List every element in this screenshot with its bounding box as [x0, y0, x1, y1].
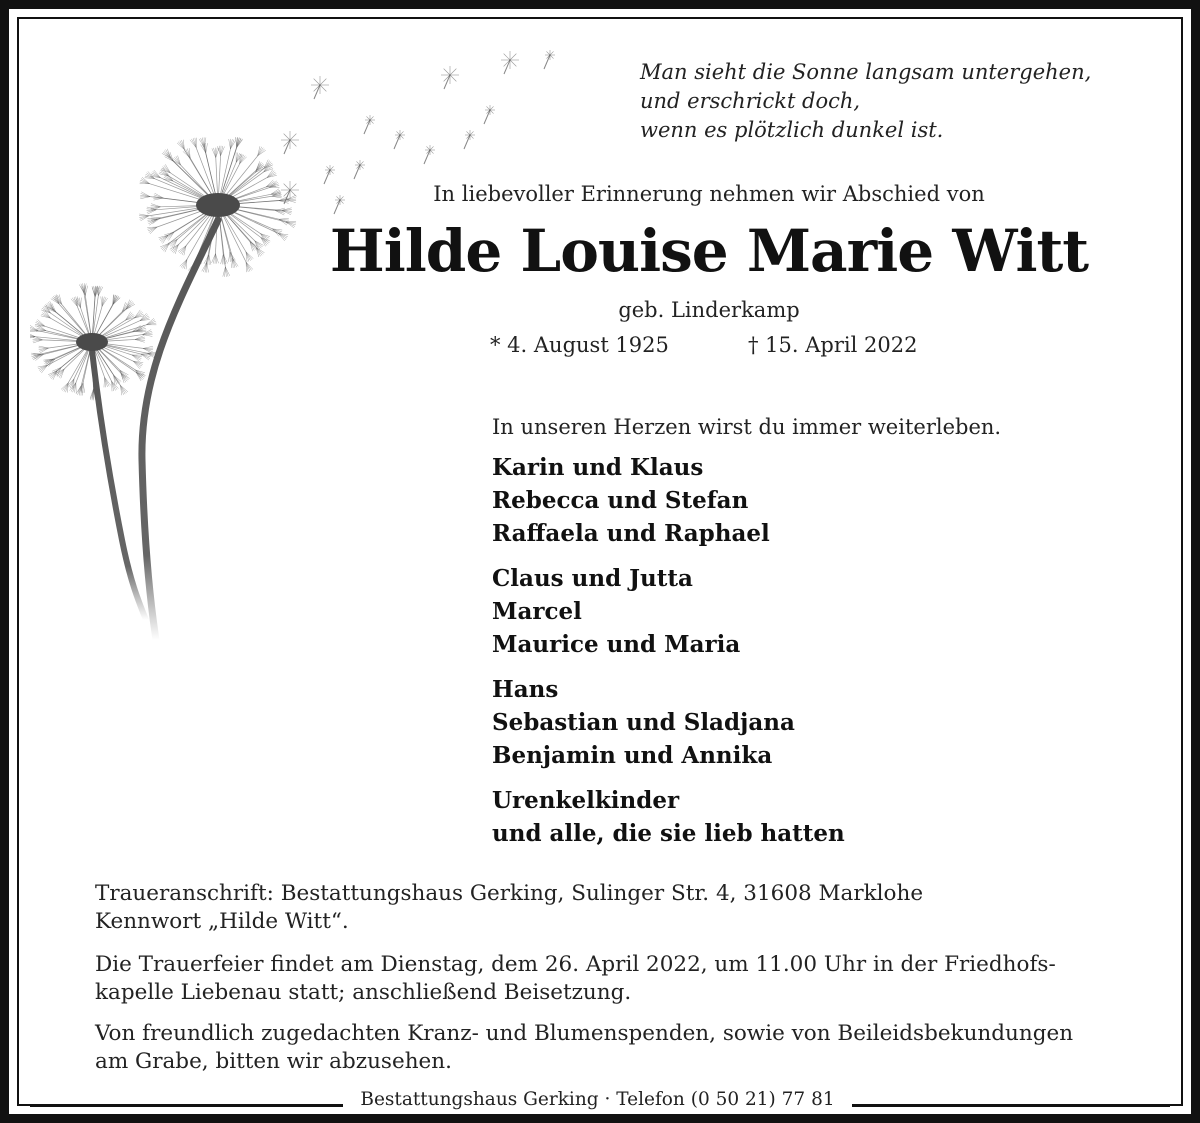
poem-line: wenn es plötzlich dunkel ist.: [640, 118, 944, 142]
address-line: Traueranschrift: Bestattungshaus Gerking, Sulinger Str. 4, 31608 Marklohe: [95, 881, 924, 906]
mourner-line: Maurice und Maria: [492, 631, 741, 658]
flowers-line: Von freundlich zugedachten Kranz- und Blumenspenden, sowie von Beileidsbekundungen: [95, 1021, 1074, 1046]
mourner-line: Karin und Klaus: [492, 454, 704, 481]
ceremony-line: Die Trauerfeier findet am Dienstag, dem 26. April 2022, um 11.00 Uhr in der Friedhofs-: [95, 952, 1056, 977]
maiden-name: geb. Linderkamp: [618, 298, 800, 322]
mourner-line: Marcel: [492, 598, 582, 625]
flowers-line: am Grabe, bitten wir abzusehen.: [95, 1049, 452, 1074]
mourner-line: Rebecca und Stefan: [492, 487, 749, 514]
footer-rule-right: [852, 1104, 1170, 1107]
funeral-address: [95, 880, 1115, 936]
mourner-line: Raffaela und Raphael: [492, 520, 770, 547]
mourner-group: [492, 784, 845, 850]
mourner-line: Hans: [492, 676, 559, 703]
ceremony-line: kapelle Liebenau statt; anschließend Beisetzung.: [95, 980, 632, 1005]
ceremony-info: [95, 951, 1115, 1007]
mourners-list: [492, 451, 845, 862]
footer-rule-left: [30, 1104, 343, 1107]
motto: In unseren Herzen wirst du immer weiterleben.: [492, 415, 1002, 439]
footer-contact: Bestattungshaus Gerking · Telefon (0 50 21) 77 81: [343, 1089, 852, 1110]
mourner-line: Sebastian und Sladjana: [492, 709, 795, 736]
birth-date: * 4. August 1925: [490, 333, 669, 357]
poem-line: Man sieht die Sonne langsam untergehen,: [640, 60, 1092, 84]
mourner-line: Claus und Jutta: [492, 565, 693, 592]
mourner-line: und alle, die sie lieb hatten: [492, 820, 845, 847]
mourner-group: [492, 673, 845, 772]
mourner-line: Urenkelkinder: [492, 787, 680, 814]
deceased-name: Hilde Louise Marie Witt: [329, 217, 1089, 285]
poem-line: und erschrickt doch,: [640, 89, 861, 113]
intro-text: In liebevoller Erinnerung nehmen wir Abschied von: [433, 182, 985, 206]
mourner-group: [492, 562, 845, 661]
death-date: † 15. April 2022: [748, 333, 918, 357]
keyword-line: Kennwort „Hilde Witt“.: [95, 909, 349, 934]
poem: [640, 58, 1140, 145]
mourner-group: [492, 451, 845, 550]
flowers-note: [95, 1020, 1115, 1076]
mourner-line: Benjamin und Annika: [492, 742, 773, 769]
